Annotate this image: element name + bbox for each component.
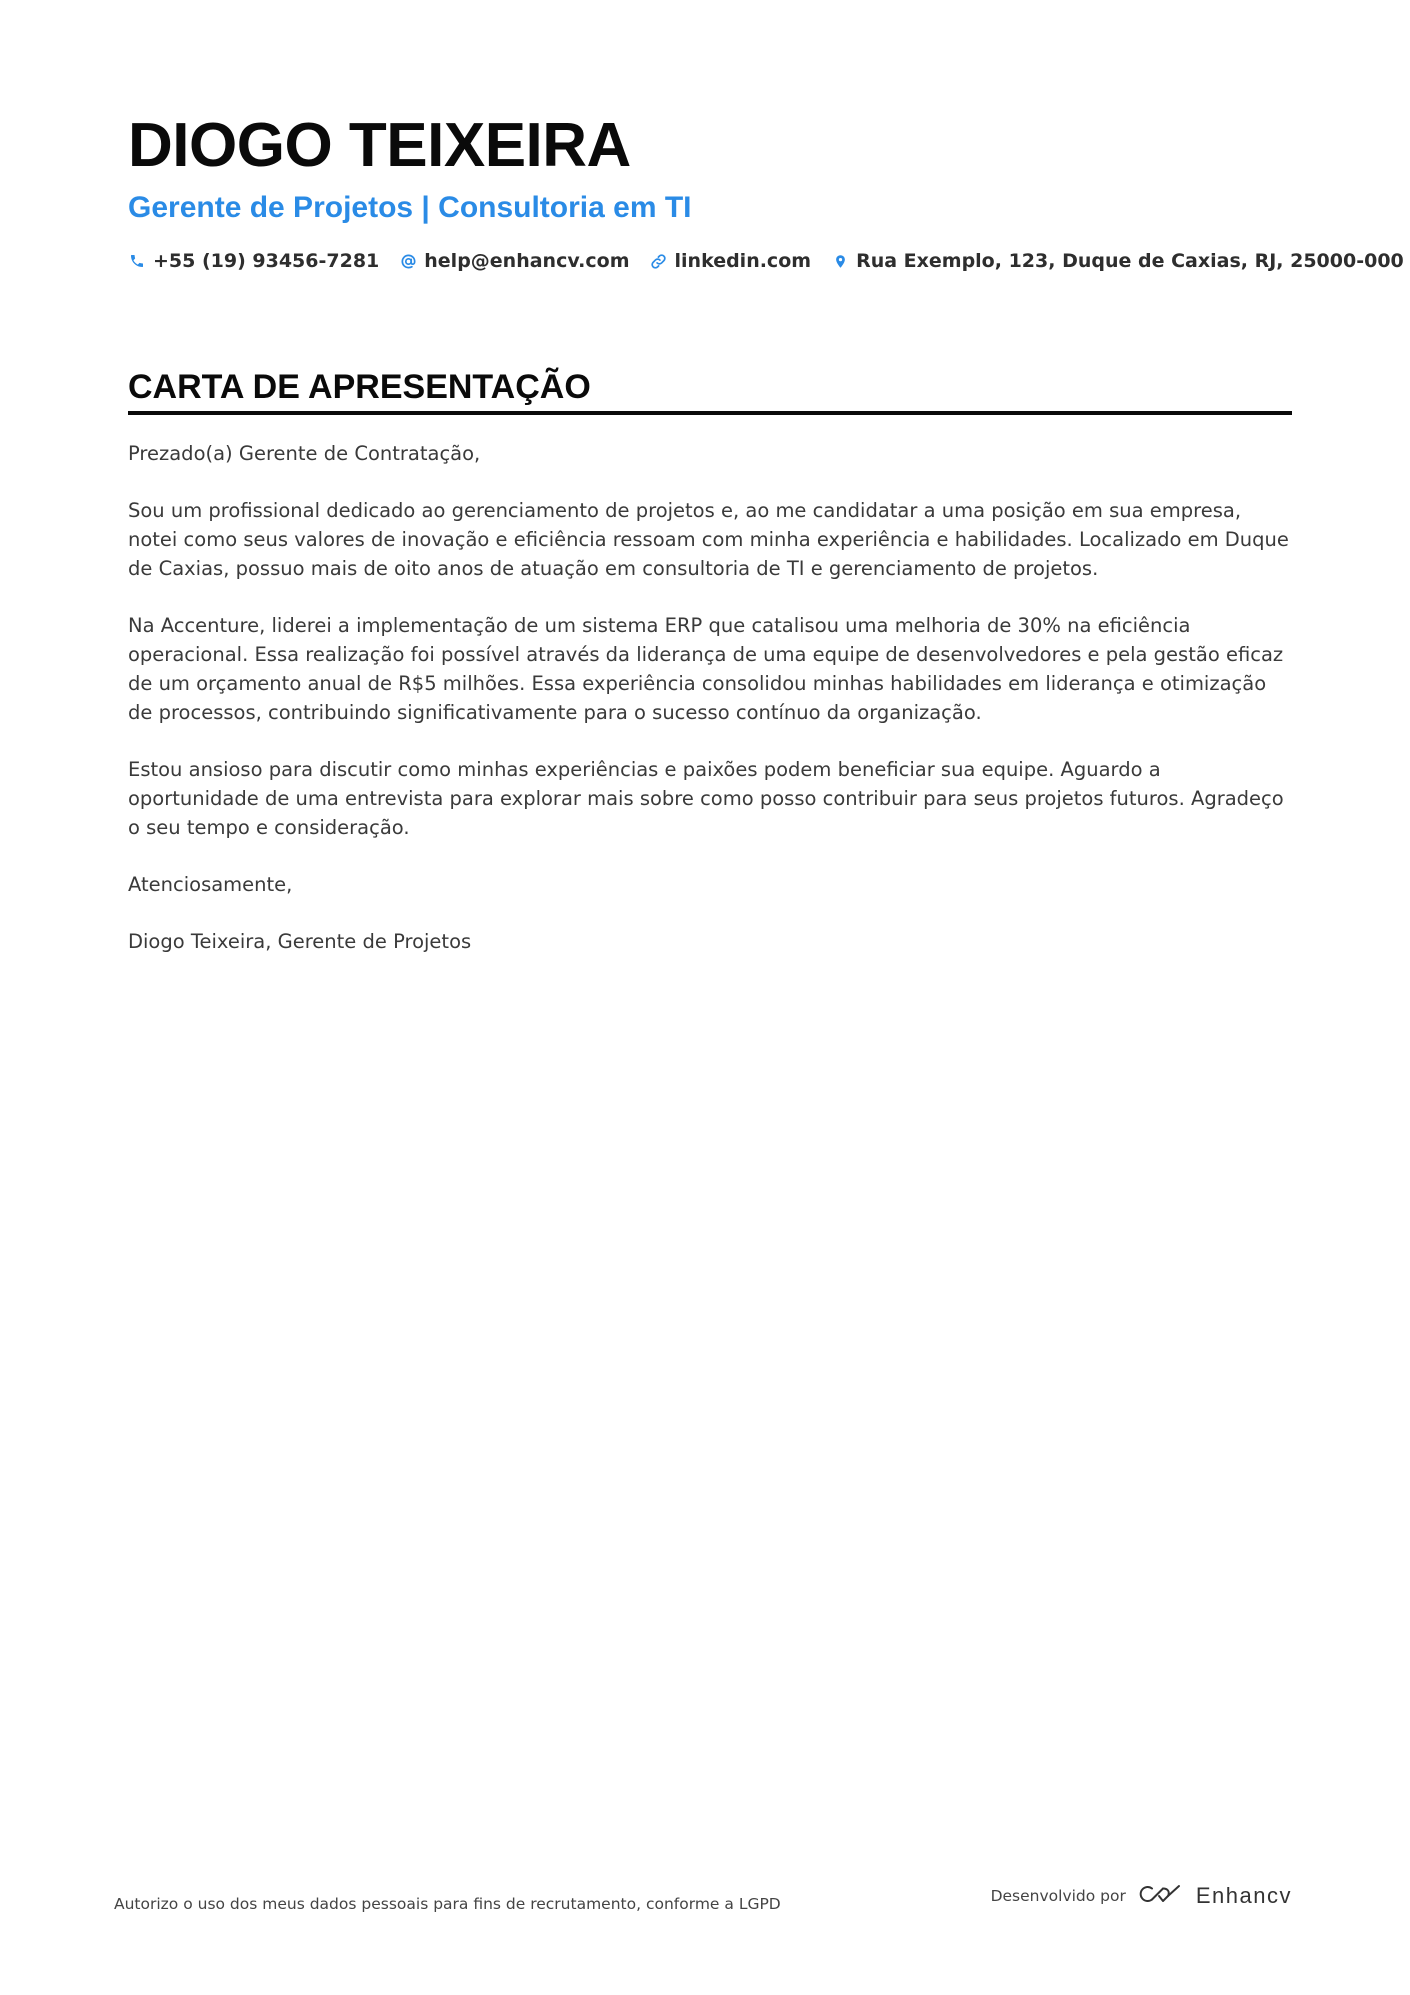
contact-phone (128, 250, 379, 272)
contact-address (831, 250, 1404, 272)
header (128, 108, 1404, 276)
candidate-name: DIOGO TEIXEIRA (128, 111, 631, 180)
link-icon (650, 252, 668, 270)
at-icon (399, 252, 417, 270)
letter-paragraph: Sou um profissional dedicado ao gerenciamento de projetos e, ao me candidatar a uma posição em sua empresa, notei como seus valores de inovação e eficiência ressoam com minha experiência e habilidades. Localizado em Duque de Caxias, possuo mais de oito anos de atuação em consultoria de TI e gerenciamento de projetos. (128, 499, 1289, 580)
salutation: Prezado(a) Gerente de Contratação, (128, 442, 481, 465)
section-title: CARTA DE APRESENTAÇÃO (128, 368, 591, 406)
developed-by-label: Desenvolvido por (990, 1887, 1126, 1905)
address-text: Rua Exemplo, 123, Duque de Caxias, RJ, 25000-000 (856, 250, 1404, 272)
phone-text: +55 (19) 93456-7281 (153, 250, 380, 272)
section-divider (128, 411, 1292, 415)
contact-email[interactable] (399, 250, 629, 272)
letter-paragraph: Na Accenture, liderei a implementação de um sistema ERP que catalisou uma melhoria de 30% na eficiência operacional. Essa realização foi possível através da liderança de uma equipe de desenvolvedores e pela gestão eficaz de um orçamento anual de R$5 milhões. Essa experiência consolidou minhas habilidades em liderança e otimização de processos, contribuindo significativamente para o sucesso contínuo da organização. (128, 614, 1284, 724)
consent-note: Autorizo o uso dos meus dados pessoais para fins de recrutamento, conforme a LGPD (114, 1895, 781, 1913)
closing: Atenciosamente, (128, 873, 293, 896)
job-title: Gerente de Projetos | Consultoria em TI (128, 191, 692, 224)
contact-bar (128, 246, 1404, 276)
contact-linkedin[interactable] (650, 250, 812, 272)
signature: Diogo Teixeira, Gerente de Projetos (128, 930, 472, 953)
enhancv-wordmark: Enhancv (1195, 1883, 1292, 1908)
powered-by[interactable] (991, 1882, 1292, 1910)
enhancv-logo-icon (1138, 1882, 1184, 1910)
linkedin-text: linkedin.com (674, 250, 812, 272)
letter-paragraph: Estou ansioso para discutir como minhas experiências e paixões podem beneficiar sua equipe. Aguardo a oportunidade de uma entrevista para explorar mais sobre como posso contribuir para seus projetos futuros. Agradeço o seu tempo e consideração. (128, 758, 1284, 839)
cover-letter-section (128, 365, 1292, 984)
phone-icon (128, 252, 146, 270)
email-text: help@enhancv.com (424, 250, 630, 272)
location-pin-icon (831, 252, 849, 270)
letter-body (128, 439, 1292, 956)
